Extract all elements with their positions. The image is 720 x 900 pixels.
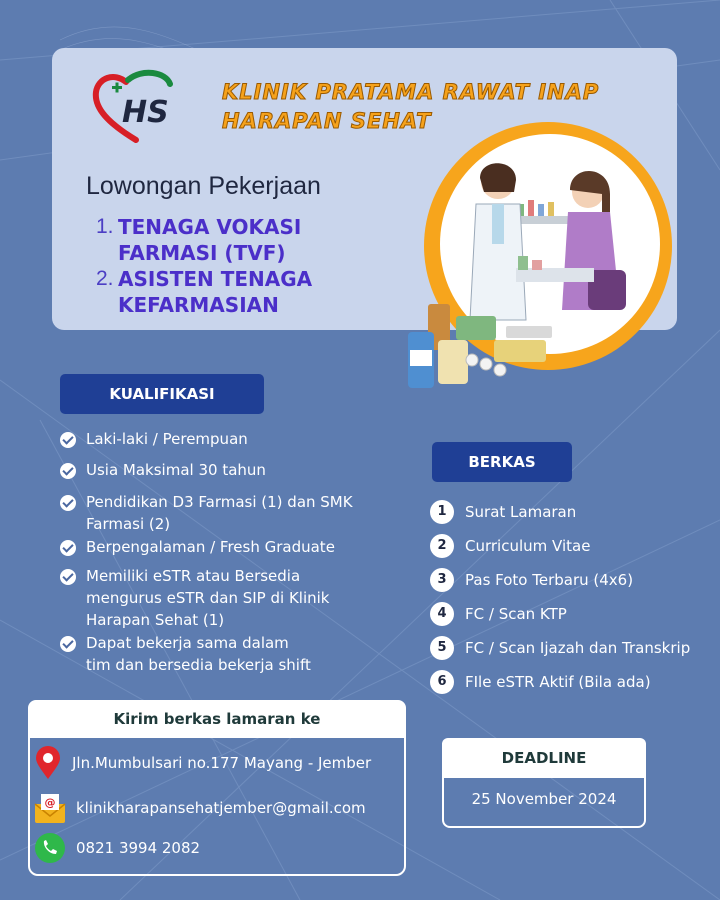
documents-label: BERKAS [432, 442, 572, 482]
document-text: FC / Scan Ijazah dan Transkrip [465, 639, 691, 657]
clinic-name-line2: HARAPAN SEHAT [222, 109, 432, 133]
number-badge: 2 [430, 534, 454, 558]
number-badge: 1 [430, 500, 454, 524]
check-icon [60, 540, 76, 556]
document-item [430, 602, 567, 626]
mail-icon [34, 792, 66, 824]
qualification-text: Berpengalaman / Fresh Graduate [86, 538, 335, 556]
clinic-logo [88, 68, 198, 148]
qualification-item [60, 565, 329, 631]
check-icon [60, 495, 76, 511]
whatsapp-phone-icon [34, 832, 66, 864]
document-text: FC / Scan KTP [465, 605, 567, 623]
document-text: FIle eSTR Aktif (Bila ada) [465, 673, 651, 691]
qualification-item [60, 428, 248, 450]
qualification-text: Dapat bekerja sama dalam [86, 634, 289, 652]
check-icon [60, 463, 76, 479]
svg-text:@: @ [44, 796, 56, 809]
qualification-text: Laki-laki / Perempuan [86, 430, 248, 448]
position-number: 2. [96, 267, 114, 290]
number-badge: 4 [430, 602, 454, 626]
qualification-text: tim dan bersedia bekerja shift [86, 656, 311, 674]
qualification-item [60, 459, 266, 481]
email-row [34, 792, 366, 824]
document-text: Surat Lamaran [465, 503, 577, 521]
qualification-text: mengurus eSTR dan SIP di Klinik [86, 589, 330, 607]
qualification-label: KUALIFIKASI [60, 374, 264, 414]
position-number: 1. [96, 215, 114, 238]
clinic-name-line1: KLINIK PRATAMA RAWAT INAP [222, 80, 600, 104]
page-title: Lowongan Pekerjaan [86, 172, 321, 200]
document-item [430, 534, 590, 558]
number-badge: 3 [430, 568, 454, 592]
number-badge: 5 [430, 636, 454, 660]
qualification-text: Memiliki eSTR atau Bersedia [86, 567, 301, 585]
position-title-line2: FARMASI (TVF) [118, 241, 286, 265]
document-item [430, 568, 633, 592]
check-icon [60, 432, 76, 448]
contact-heading: Kirim berkas lamaran ke [28, 700, 406, 738]
qualification-item [60, 632, 311, 676]
position-item [96, 266, 396, 318]
qualification-text: Usia Maksimal 30 tahun [86, 461, 266, 479]
qualification-text: Farmasi (2) [86, 515, 171, 533]
position-title-line2: KEFARMASIAN [118, 293, 279, 317]
document-item [430, 670, 651, 694]
qualification-item [60, 491, 353, 535]
position-list [96, 214, 396, 318]
document-text: Pas Foto Terbaru (4x6) [465, 571, 634, 589]
address-row [34, 746, 371, 780]
position-title-line1: TENAGA VOKASI [118, 215, 302, 239]
qualification-text: Harapan Sehat (1) [86, 611, 225, 629]
document-item [430, 636, 690, 660]
document-item [430, 500, 576, 524]
qualification-item [60, 536, 335, 558]
pharmacy-illustration [398, 120, 690, 400]
check-icon [60, 569, 76, 585]
document-text: Curriculum Vitae [465, 537, 591, 555]
deadline-date: 25 November 2024 [471, 790, 617, 808]
email-text[interactable]: klinikharapansehatjember@gmail.com [76, 799, 366, 817]
location-pin-icon [34, 746, 62, 780]
position-item [96, 214, 396, 266]
deadline-label: DEADLINE [442, 738, 646, 778]
qualification-text: Pendidikan D3 Farmasi (1) dan SMK [86, 493, 353, 511]
phone-text[interactable]: 0821 3994 2082 [76, 839, 201, 857]
address-text: Jln.Mumbulsari no.177 Mayang - Jember [72, 754, 372, 772]
logo-text: HS [122, 95, 169, 130]
number-badge: 6 [430, 670, 454, 694]
phone-row [34, 832, 200, 864]
check-icon [60, 636, 76, 652]
position-title-line1: ASISTEN TENAGA [118, 267, 313, 291]
